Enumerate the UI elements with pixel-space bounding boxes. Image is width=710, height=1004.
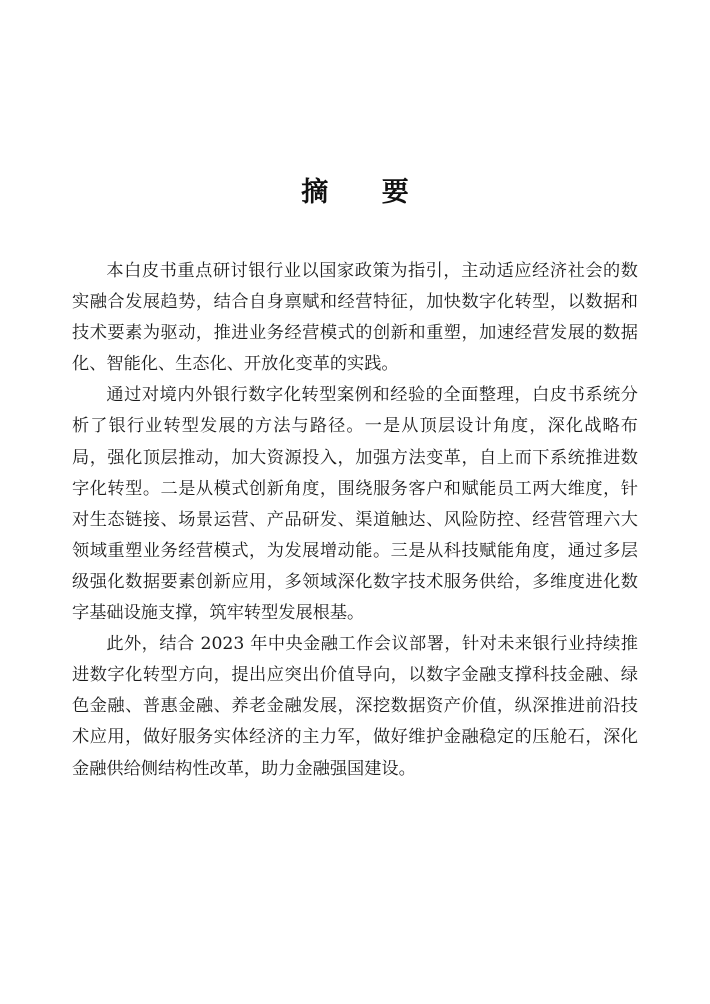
paragraph-3: 此外，结合 2023 年中央金融工作会议部署，针对未来银行业持续推进数字化转型方向，提出应突出价值导向，以数字金融支撑科技金融、绿色金融、普惠金融、养老金融发展，深挖数据资产价值，纵深推进前沿技术应用，做好服务实体经济的主力军，做好维护金融稳定的压舱石，深化金融供给侧结构性改革，助力金融强国建设。 [72, 634, 638, 779]
paragraph-2: 通过对境内外银行数字化转型案例和经验的全面整理，白皮书系统分析了银行业转型发展的方法与路径。一是从顶层设计角度，深化战略布局，强化顶层推动，加大资源投入，加强方法变革，自上而下系统推进数字化转型。二是从模式创新角度，围绕服务客户和赋能员工两大维度，针对生态链接、场景运营、产品研发、渠道触达、风险防控、经营管理六大领域重塑业务经营模式，为发展增动能。三是从科技赋能角度，通过多层级强化数据要素创新应用，多领域深化数字技术服务供给，多维度进化数字基础设施支撑，筑牢转型发展根基。 [72, 385, 638, 624]
page-title: 摘 要 [301, 177, 431, 208]
abstract-body [72, 256, 638, 785]
paragraph-1: 本白皮书重点研讨银行业以国家政策为指引，主动适应经济社会的数实融合发展趋势，结合自身禀赋和经营特征，加快数字化转型，以数据和技术要素为驱动，推进业务经营模式的创新和重塑，加速经营发展的数据化、智能化、生态化、开放化变革的实践。 [72, 261, 638, 375]
